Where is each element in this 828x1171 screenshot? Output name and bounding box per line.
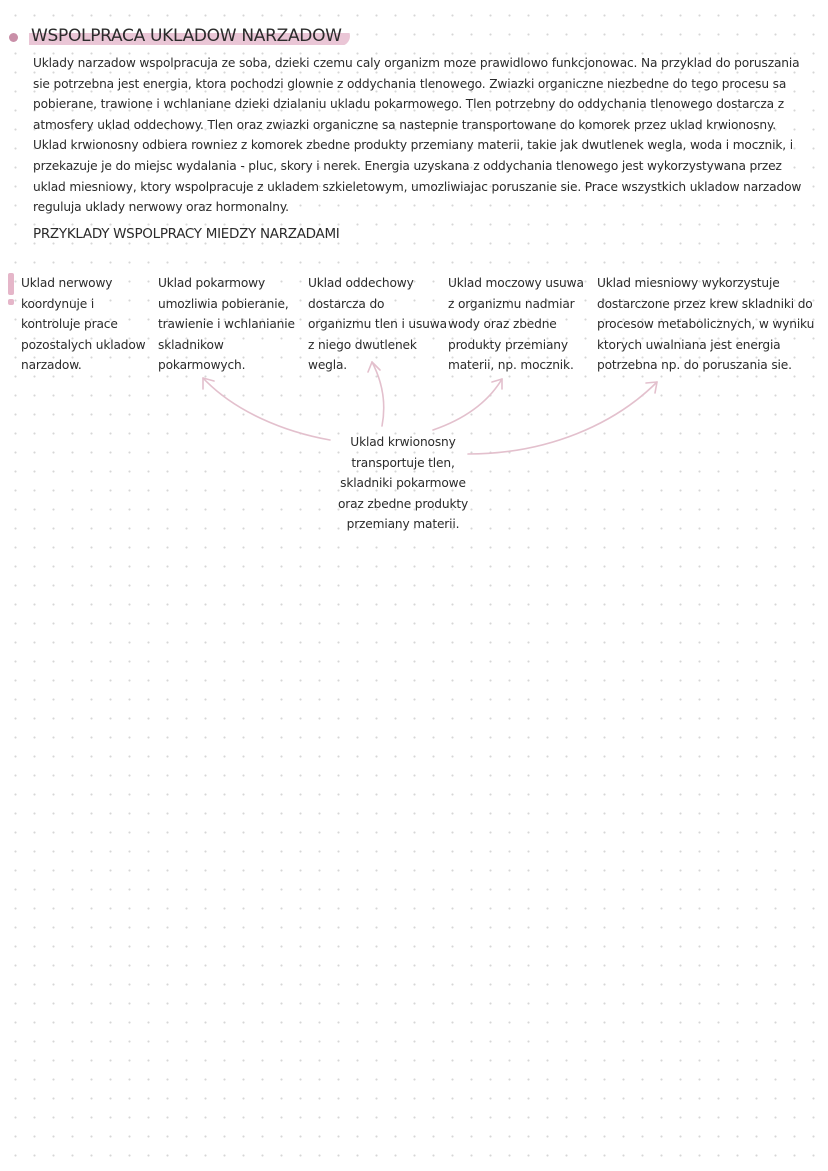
example-muscular-system: Uklad miesniowy wykorzystuje dostarczone przez krew skladniki do procesow metabolicznych, w wyniku ktorych uwalniana jest energia potrzebna np. do poruszania sie.: [597, 276, 815, 373]
arrow-to-urinary: [433, 379, 502, 430]
arrow-to-respiratory: [372, 362, 384, 426]
examples-heading: PRZYKLADY WSPOLPRACY MIEDZY NARZADAMI: [33, 226, 340, 242]
intro-paragraph: Uklady narzadow wspolpracuja ze soba, dzieki czemu caly organizm moze prawidlowo funkcjonowac. Na przyklad do poruszania sie potrzebna jest energia, ktora pochodzi glownie z oddychania tlenowego. Zwiazki organiczne niezbedne do tego procesu sa pobierane, trawione i wchlaniane dzieki dzialaniu ukladu pokarmowego. Tlen potrzebny do oddychania tlenowego dostarcza z atmosfery uklad oddechowy. Tlen oraz zwiazki organiczne sa nastepnie transportowane do komorek przez uklad krwionosny. Uklad krwionosny odbiera rowniez z komorek zbedne produkty przemiany materii, takie jak dwutlenek wegla, woda i mocznik, i przekazuje je do miejsc wydalania - pluc, skory i nerek. Energia uzyskana z oddychania tlenowego jest wykorzystywana przez uklad miesniowy, ktory wspolpracuje z ukladem szkieletowym, umozliwiajac poruszanie sie. Prace wszystkich ukladow narzadow reguluja uklady nerwowy oraz hormonalny.: [33, 56, 802, 215]
arrow-to-digestive: [203, 378, 330, 440]
arrow-to-muscular: [468, 382, 657, 454]
example-urinary-system: Uklad moczowy usuwa z organizmu nadmiar wody oraz zbedne produkty przemiany materii, np. mocznik.: [448, 276, 584, 373]
page-title-text: WSPOLPRACA UKLADOW NARZADOW: [29, 26, 350, 46]
example-nervous-system: Uklad nerwowy koordynuje i kontroluje prace pozostalych ukladow narzadow.: [21, 276, 146, 373]
example-digestive-system: Uklad pokarmowy umozliwia pobieranie, trawienie i wchlanianie skladnikow pokarmowych.: [158, 276, 295, 373]
example-respiratory-system: Uklad oddechowy dostarcza do organizmu tlen i usuwa z niego dwutlenek wegla.: [308, 276, 447, 373]
circulatory-system-note: Uklad krwionosny transportuje tlen, skladniki pokarmowe oraz zbedne produkty przemiany materii.: [337, 435, 469, 532]
